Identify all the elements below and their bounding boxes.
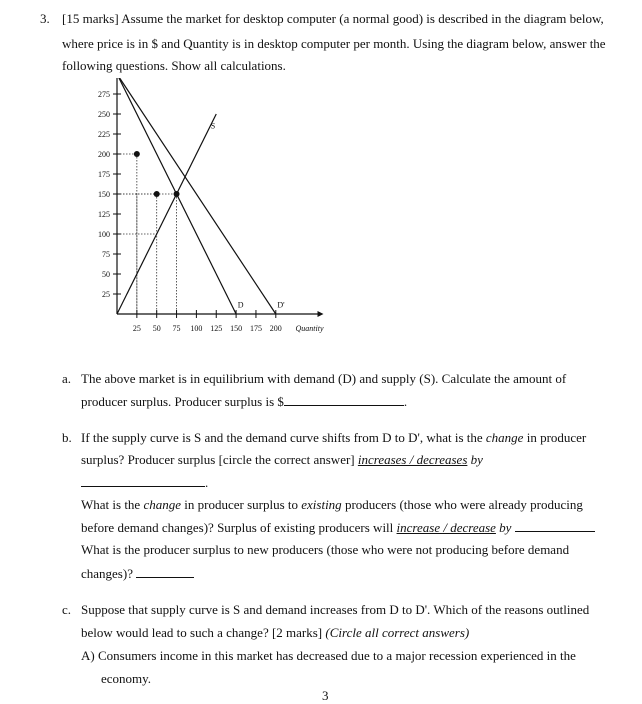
part-c-line-1: Suppose that supply curve is S and demand increases from D to D'. Which of the reasons outlined [81, 602, 590, 617]
label-s: S [210, 121, 216, 131]
y-tick-label: 175 [98, 170, 110, 179]
option-a-line-2: economy. [101, 671, 152, 686]
x-tick-label: 50 [152, 324, 161, 333]
part-b-line-6: What is the producer surplus to new producers (those who were not producing before demand [81, 542, 570, 557]
part-c-line-2 [81, 625, 469, 641]
supply-demand-chart [60, 78, 340, 358]
part-b-line-2-text: surplus? Producer surplus [circle the correct answer] [81, 452, 355, 467]
y-tick-label: 275 [98, 90, 110, 99]
page-number: 3 [322, 688, 329, 703]
part-b-line-7-text: changes)? [81, 566, 133, 581]
y-tick-label: 25 [102, 290, 110, 299]
x-tick-label: 75 [172, 324, 181, 333]
marked-point [134, 151, 140, 157]
label-d: D [237, 300, 244, 310]
x-tick-label: 25 [132, 324, 141, 333]
part-b-line-5-a: before demand changes)? Surplus of existing producers will [81, 520, 394, 535]
y-tick-label: 200 [98, 150, 110, 159]
y-tick-label: 100 [98, 230, 110, 239]
part-a-line-2-text: producer surplus. Producer surplus is $ [81, 394, 284, 409]
circle-option-increase-decrease[interactable]: increase / decrease [396, 520, 496, 535]
supply-line [117, 114, 216, 314]
part-a-line-1: The above market is in equilibrium with demand (D) and supply (S). Calculate the amount of [81, 371, 567, 386]
answer-blank-producer-surplus[interactable] [284, 393, 404, 406]
part-b-line-4-c: producers (those who were already producing [344, 497, 583, 512]
part-b-line-4 [81, 497, 583, 513]
x-axis-arrow [318, 311, 324, 317]
part-c-line-2-italic: (Circle all correct answers) [325, 625, 470, 640]
y-tick-label: 250 [98, 110, 110, 119]
part-b-line-4-b: in producer surplus to [184, 497, 298, 512]
marked-point [174, 191, 180, 197]
part-b-line-4-change: change [143, 497, 182, 512]
circle-option-increases-decreases[interactable]: increases / decreases [357, 452, 468, 467]
x-tick-label: 125 [210, 324, 223, 333]
option-a-line-1[interactable]: A) Consumers income in this market has decreased due to a major recession experienced in the [81, 648, 576, 663]
x-tick-label: 175 [249, 324, 262, 333]
answer-blank-new-producers[interactable] [136, 565, 194, 578]
part-b-line-7 [81, 565, 194, 582]
y-tick-label: 50 [102, 270, 110, 279]
question-line-3: following questions. Show all calculations. [62, 58, 286, 73]
part-a-line-2: producer surplus. Producer surplus is $ . [81, 394, 408, 409]
y-tick-label: 150 [98, 190, 110, 199]
part-b-by-word: by [470, 452, 483, 467]
part-b-line-1 [81, 430, 586, 446]
y-tick-label: 75 [102, 250, 110, 259]
label-d-prime: D' [277, 300, 285, 310]
part-b-line-1-end: in producer [526, 430, 587, 445]
part-a-label: a. [62, 371, 72, 386]
x-axis-title: Quantity [295, 324, 324, 333]
x-tick-label: 100 [190, 324, 203, 333]
answer-blank-change-in-ps[interactable] [81, 474, 205, 487]
marked-point [154, 191, 160, 197]
part-b-line-4-existing: existing [301, 497, 342, 512]
x-tick-label: 150 [230, 324, 243, 333]
part-b-change-word: change [485, 430, 524, 445]
y-tick-label: 125 [98, 210, 110, 219]
part-c-label: c. [62, 602, 72, 617]
part-c-line-2-text: below would lead to such a change? [2 marks] [81, 625, 323, 640]
part-b-label: b. [62, 430, 72, 445]
part-b-line-5-by: by [499, 520, 512, 535]
part-b-line-4-a: What is the [81, 497, 141, 512]
demand-prime-line [117, 78, 276, 314]
part-b-line-1-text: If the supply curve is S and the demand curve shifts from D to D', what is the [81, 430, 483, 445]
answer-blank-existing-producers[interactable] [515, 519, 595, 532]
question-number: 3. [40, 11, 50, 26]
question-line-2: where price is in $ and Quantity is in desktop computer per month. Using the diagram below, answer the [62, 36, 606, 51]
part-b-line-5 [81, 519, 595, 536]
x-tick-label: 200 [269, 324, 282, 333]
y-tick-label: 225 [98, 130, 110, 139]
part-b-line-2 [81, 452, 483, 468]
part-b-line-3: . [81, 474, 208, 491]
y-tick-label [98, 78, 110, 79]
question-line-1: [15 marks] Assume the market for desktop computer (a normal good) is described in the diagram below, [62, 11, 604, 26]
